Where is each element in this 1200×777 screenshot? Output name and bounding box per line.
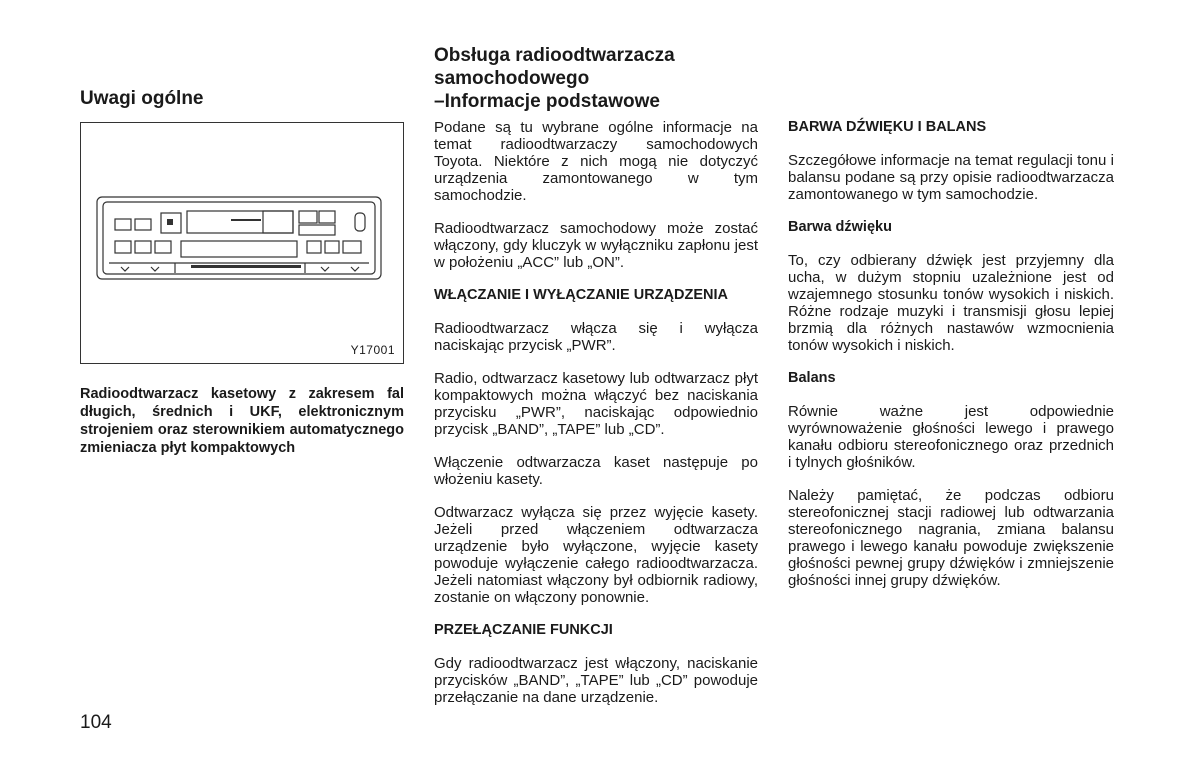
radio-figure	[80, 122, 404, 364]
paragraph-cassette-insert: Włączenie odtwarzacza kaset następuje po włożeniu kasety.	[434, 454, 758, 488]
paragraph-ignition: Radioodtwarzacz samochodowy może zostać włączony, gdy kluczyk w wyłączniku zapłonu jest w położeniu „ACC” lub „ON”.	[434, 220, 758, 271]
paragraph-band-tape-cd: Radio, odtwarzacz kasetowy lub odtwarzacz płyt kompaktowych można włączyć bez naciskania przycisku „PWR”, naciskając odpowiednio przycisk „BAND”, „TAPE” lub „CD”.	[434, 370, 758, 438]
paragraph-stereo: Należy pamiętać, że podczas odbioru stereofonicznej stacji radiowej lub odtwarzania stereofonicznego nagrania, zmiana balansu prawego i lewego kanału powoduje zwiększenie głośności pewnej grupy dźwięków i zmniejszenie głośności innej grupy dźwięków.	[788, 487, 1114, 589]
main-title	[434, 44, 754, 113]
figure-id: Y17001	[350, 343, 395, 357]
page-number: 104	[80, 712, 112, 733]
paragraph-intro: Podane są tu wybrane ogólne informacje na temat radioodtwarzaczy samochodowych Toyota. Niektóre z nich mogą nie dotyczyć urządzenia zamontowanego w tym samochodzie.	[434, 119, 758, 204]
heading-on-off: WŁĄCZANIE I WYŁĄCZANIE URZĄDZENIA	[434, 287, 729, 303]
figure-caption: Radioodtwarzacz kasetowy z zakresem fal długich, średnich i UKF, elektronicznym strojeniem oraz sterownikiem automatycznego zmieniacza płyt kompaktowych	[80, 386, 404, 456]
main-title-line: –Informacje podstawowe	[434, 91, 660, 112]
paragraph-pwr: Radioodtwarzacz włącza się i wyłącza naciskając przycisk „PWR”.	[434, 320, 758, 354]
paragraph-cassette-eject: Odtwarzacz wyłącza się przez wyjęcie kasety. Jeżeli przed włączeniem odtwarzacza urządzenie było wyłączone, wyjęcie kasety powoduje wyłączenie całego radioodtwarzacza. Jeżeli natomiast włączony był odbiornik radiowy, zostanie on włączony ponownie.	[434, 504, 758, 606]
paragraph-switching: Gdy radioodtwarzacz jest włączony, naciskanie przycisków „BAND”, „TAPE” lub „CD” powoduje przełączanie na dane urządzenie.	[434, 655, 758, 706]
heading-switching: PRZEŁĄCZANIE FUNKCJI	[434, 622, 613, 638]
heading-balance: Balans	[788, 370, 836, 386]
radio-illustration	[81, 123, 403, 363]
main-title-line: Obsługa radioodtwarzacza	[434, 45, 675, 66]
heading-tone-balance: BARWA DŹWIĘKU I BALANS	[788, 119, 987, 135]
paragraph-tone-details: Szczegółowe informacje na temat regulacji tonu i balansu podane są przy opisie radioodtwarzacza zamontowanego w tym samochodzie.	[788, 152, 1114, 203]
main-title-line: samochodowego	[434, 68, 590, 89]
paragraph-balance: Równie ważne jest odpowiednie wyrównoważenie głośności lewego i prawego kanału odbioru stereofonicznego oraz przednich i tylnych głośników.	[788, 403, 1114, 471]
right-column	[788, 119, 1114, 605]
section-heading-general: Uwagi ogólne	[80, 88, 204, 109]
heading-tone: Barwa dźwięku	[788, 219, 892, 235]
paragraph-tone: To, czy odbierany dźwięk jest przyjemny dla ucha, w dużym stopniu uzależnione jest od wzajemnego stosunku tonów wysokich i niskich. Różne rodzaje muzyki i transmisji głosu lepiej brzmią dla różnych nastawów wzmocnienia tonów wysokich i niskich.	[788, 252, 1114, 354]
middle-column	[434, 119, 758, 722]
